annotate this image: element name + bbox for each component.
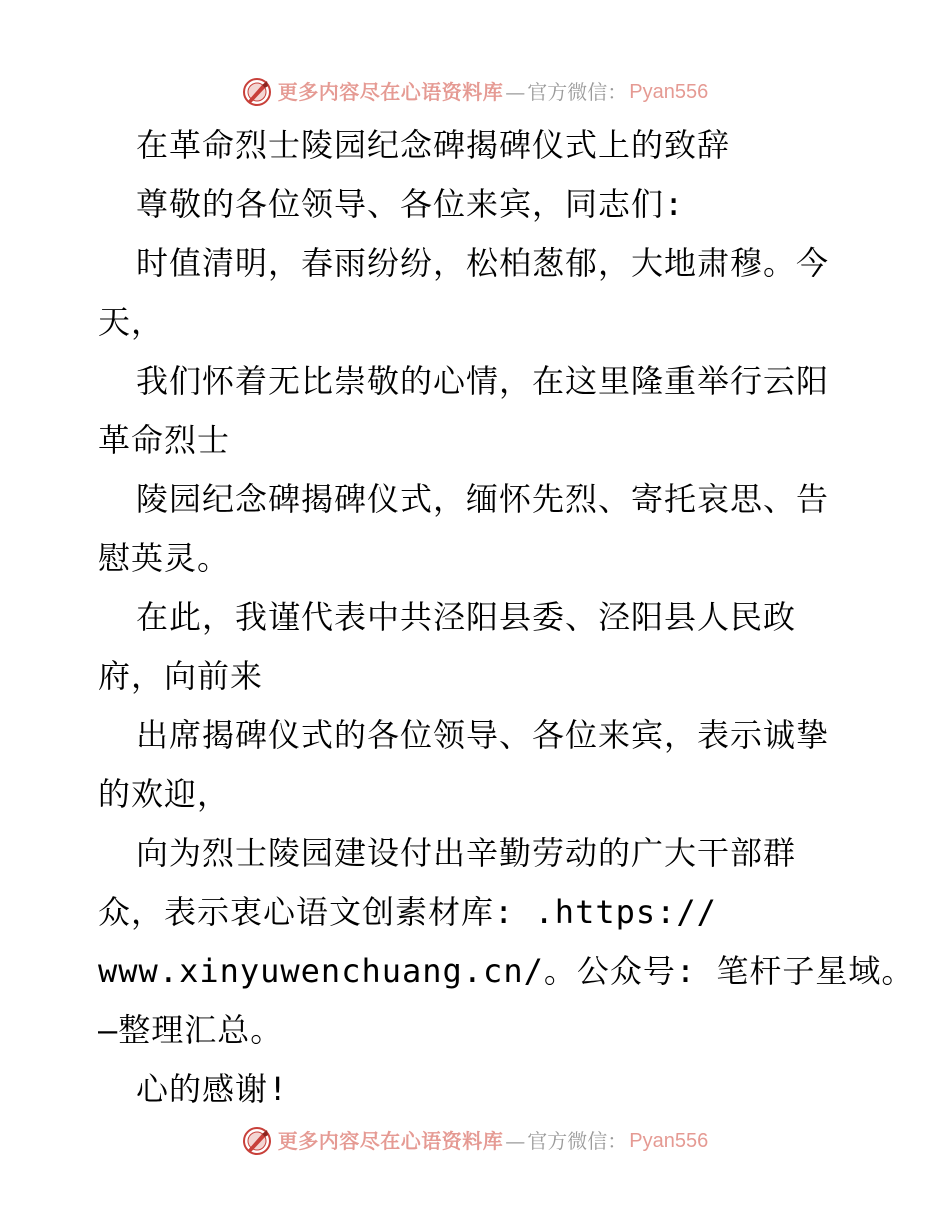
footer-banner-brand: 更多内容尽在心语资料库 xyxy=(277,1129,504,1153)
text-line: —整理汇总。 xyxy=(98,1011,284,1049)
text-line: 心的感谢! xyxy=(136,1070,289,1108)
header-banner-brand: 更多内容尽在心语资料库 xyxy=(277,80,504,104)
document-title: 在革命烈士陵园纪念碑揭碑仪式上的致辞 xyxy=(136,126,731,164)
text-line: 府，向前来 xyxy=(98,657,264,695)
header-banner-separator: — xyxy=(505,80,526,104)
text-line: 天， xyxy=(98,303,165,341)
text-line: 众，表示衷心语文创素材库: .https:// xyxy=(98,893,717,931)
text-line: www.xinyuwenchuang.cn/。公众号: 笔杆子星域。 xyxy=(98,952,915,990)
text-line: 出席揭碑仪式的各位领导、各位来宾，表示诚挚 xyxy=(136,716,830,754)
text-line: 在此，我谨代表中共泾阳县委、泾阳县人民政 xyxy=(136,598,797,636)
text-line: 我们怀着无比崇敬的心情，在这里隆重举行云阳 xyxy=(136,362,830,400)
quill-pen-logo-icon xyxy=(242,77,272,107)
header-banner-wechat-id: Pyan556 xyxy=(629,81,709,103)
text-line: 慰英灵。 xyxy=(98,539,231,577)
footer-watermark-banner xyxy=(0,1121,950,1161)
footer-banner-wechat-id: Pyan556 xyxy=(629,1130,709,1152)
text-line: 时值清明，春雨纷纷，松柏葱郁，大地肃穆。今 xyxy=(136,244,830,282)
header-banner-label: 官方微信： xyxy=(527,80,628,104)
document-body xyxy=(98,116,915,1119)
footer-banner-text xyxy=(278,1131,708,1151)
footer-banner-separator: — xyxy=(505,1129,526,1153)
text-line: 的欢迎， xyxy=(98,775,231,813)
text-line: 革命烈士 xyxy=(98,421,231,459)
header-watermark-banner xyxy=(0,72,950,112)
text-line: 陵园纪念碑揭碑仪式，缅怀先烈、寄托哀思、告 xyxy=(136,480,830,518)
header-banner-text xyxy=(278,82,708,102)
quill-pen-logo-icon xyxy=(242,1126,272,1156)
text-line: 向为烈士陵园建设付出辛勤劳动的广大干部群 xyxy=(136,834,797,872)
footer-banner-label: 官方微信： xyxy=(527,1129,628,1153)
text-line: 尊敬的各位领导、各位来宾，同志们: xyxy=(136,185,685,223)
